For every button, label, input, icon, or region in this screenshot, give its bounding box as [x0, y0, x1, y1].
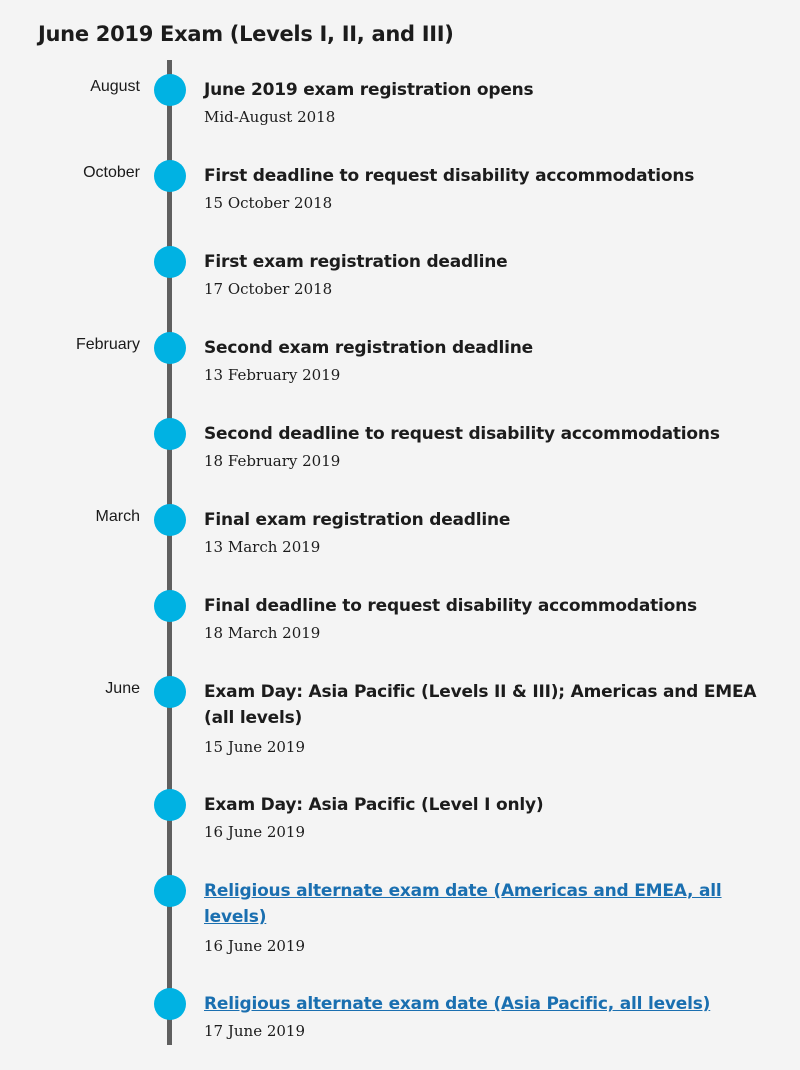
event-date: 13 February 2019: [204, 366, 341, 384]
timeline-dot: [154, 789, 186, 821]
timeline-dot: [154, 74, 186, 106]
event-date: 17 June 2019: [204, 1022, 306, 1040]
month-label-february: February: [75, 336, 140, 353]
month-label-march: March: [95, 508, 140, 525]
page-title: June 2019 Exam (Levels I, II, and III): [38, 22, 454, 46]
event-title: Exam Day: Asia Pacific (Levels II & III); Americas and EMEA (all levels): [204, 682, 757, 728]
event-title: Final exam registration deadline: [204, 510, 511, 530]
timeline-dot: [154, 332, 186, 364]
event-title: Final deadline to request disability accommodations: [204, 596, 697, 616]
event-title: Second deadline to request disability accommodations: [204, 424, 720, 444]
event-date: 13 March 2019: [204, 538, 321, 556]
event-date: 17 October 2018: [204, 280, 333, 298]
timeline-dot: [154, 246, 186, 278]
event-date: Mid-August 2018: [204, 108, 336, 126]
religious-alternate-americas-emea-link[interactable]: Religious alternate exam date (Americas and EMEA, all levels): [204, 881, 722, 927]
event-date: 18 February 2019: [204, 452, 341, 470]
timeline-dot: [154, 160, 186, 192]
month-label-june: June: [105, 680, 140, 697]
event-title: Exam Day: Asia Pacific (Level I only): [204, 795, 544, 815]
month-label-october: October: [83, 164, 140, 181]
event-title: First exam registration deadline: [204, 252, 508, 272]
event-title: Second exam registration deadline: [204, 338, 534, 358]
timeline-dot: [154, 504, 186, 536]
timeline-dot: [154, 418, 186, 450]
timeline-dot: [154, 676, 186, 708]
event-title: June 2019 exam registration opens: [204, 80, 534, 100]
timeline-dot: [154, 875, 186, 907]
event-date: 15 October 2018: [204, 194, 333, 212]
timeline-dot: [154, 988, 186, 1020]
timeline-dot: [154, 590, 186, 622]
event-title: First deadline to request disability accommodations: [204, 166, 695, 186]
month-label-august: August: [90, 78, 140, 95]
event-date: 18 March 2019: [204, 624, 321, 642]
event-date: 16 June 2019: [204, 823, 306, 841]
religious-alternate-asia-pacific-link[interactable]: Religious alternate exam date (Asia Pacific, all levels): [204, 994, 711, 1014]
event-date: 16 June 2019: [204, 937, 306, 955]
event-date: 15 June 2019: [204, 738, 306, 756]
